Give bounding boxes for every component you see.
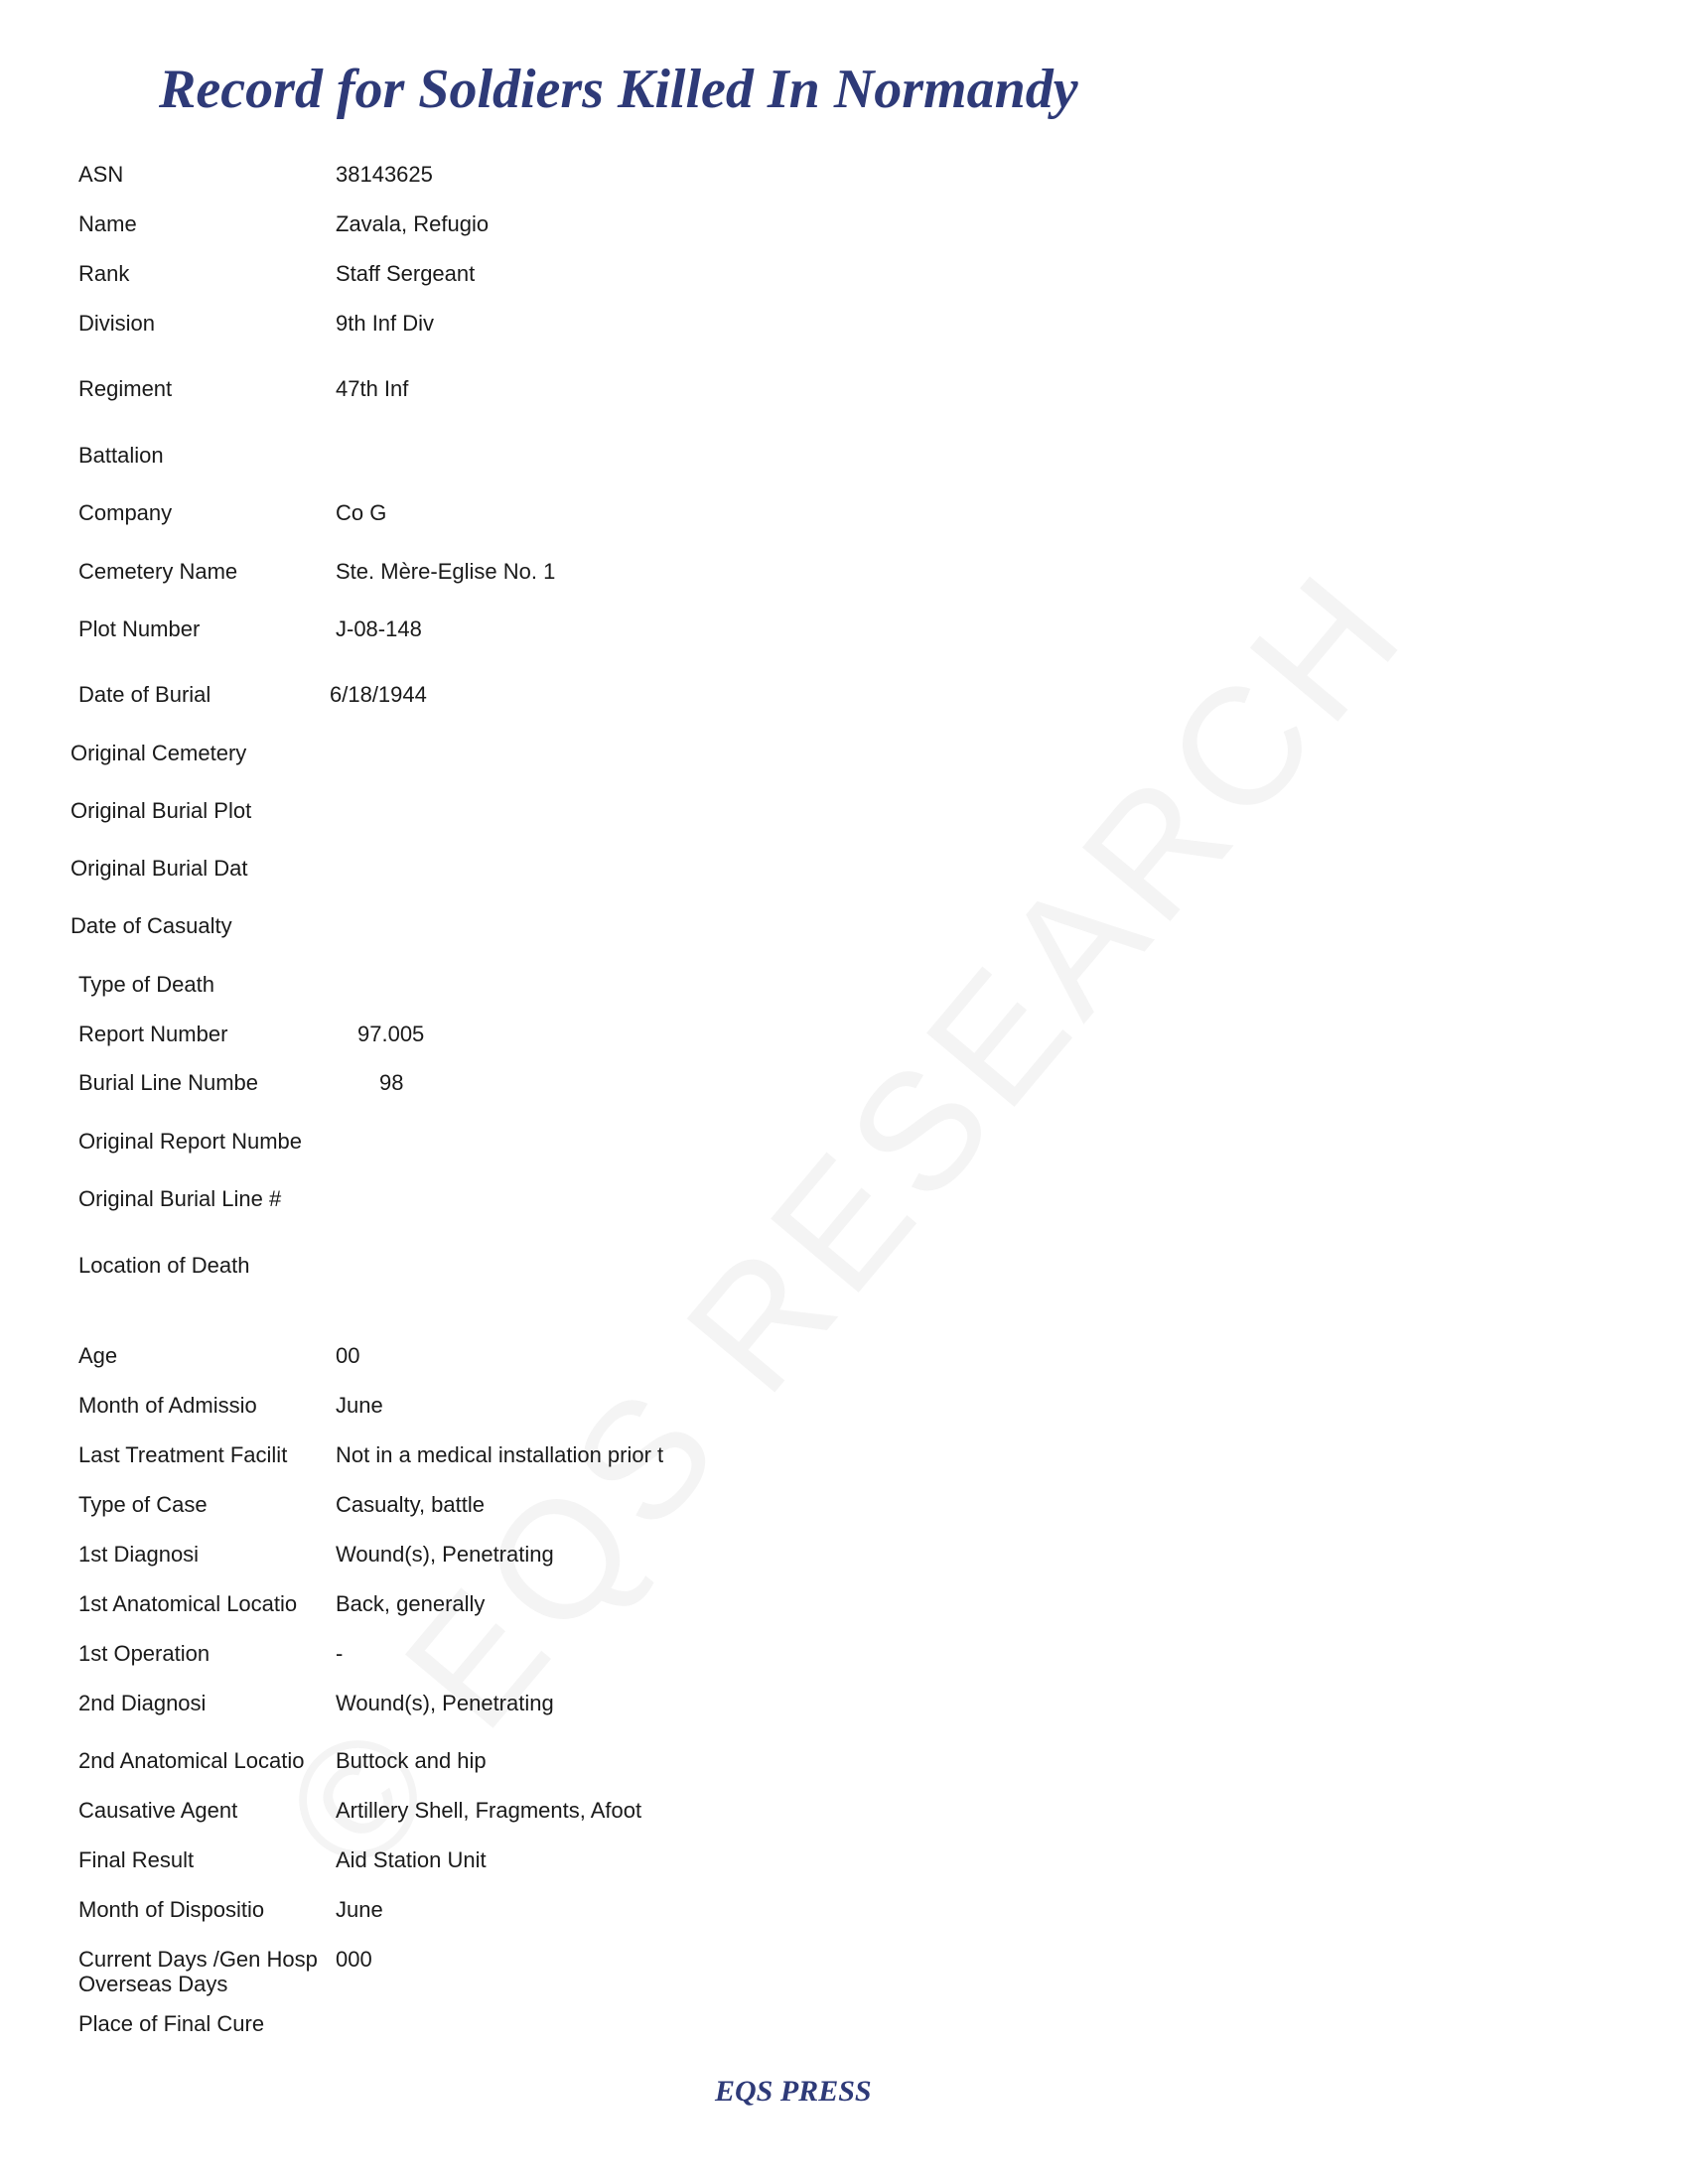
current-days-gen-hosp-label: Current Days /Gen Hosp (78, 1947, 318, 1972)
report-number-value: 97.005 (357, 1022, 425, 1046)
rank-label: Rank (78, 261, 130, 286)
month-of-admission-label: Month of Admissio (78, 1393, 257, 1418)
month-of-disposition-label: Month of Dispositio (78, 1897, 265, 1922)
burial-line-number-value: 98 (379, 1070, 404, 1095)
original-burial-date-label: Original Burial Dat (70, 856, 248, 881)
company-value: Co G (336, 500, 387, 525)
rank-value: Staff Sergeant (336, 261, 476, 286)
type-of-case-value: Casualty, battle (336, 1492, 486, 1517)
last-treatment-facility-value: Not in a medical installation prior t (336, 1442, 664, 1467)
location-of-death-label: Location of Death (78, 1253, 250, 1278)
name-value: Zavala, Refugio (336, 211, 490, 236)
causative-agent-value: Artillery Shell, Fragments, Afoot (336, 1798, 642, 1823)
first-diagnosis-label: 1st Diagnosi (78, 1542, 200, 1567)
date-of-burial-value: 6/18/1944 (330, 682, 427, 707)
burial-line-number-label: Burial Line Numbe (78, 1070, 258, 1095)
first-anatomical-location-label: 1st Anatomical Locatio (78, 1591, 298, 1616)
first-diagnosis-value: Wound(s), Penetrating (336, 1542, 554, 1567)
page-title: Record for Soldiers Killed In Normandy (159, 59, 1078, 120)
age-label: Age (78, 1343, 118, 1368)
overseas-days-label: Overseas Days (78, 1972, 228, 1996)
asn-label: ASN (78, 162, 124, 187)
last-treatment-facility-label: Last Treatment Facilit (78, 1442, 288, 1467)
report-number-label: Report Number (78, 1022, 228, 1046)
name-label: Name (78, 211, 137, 236)
place-of-final-cure-label: Place of Final Cure (78, 2011, 265, 2036)
date-of-casualty-label: Date of Casualty (70, 913, 232, 938)
cemetery-name-label: Cemetery Name (78, 559, 238, 584)
cemetery-name-value: Ste. Mère-Eglise No. 1 (336, 559, 556, 584)
original-burial-plot-label: Original Burial Plot (70, 798, 252, 823)
final-result-label: Final Result (78, 1847, 195, 1872)
plot-number-value: J-08-148 (336, 616, 422, 641)
second-diagnosis-label: 2nd Diagnosi (78, 1691, 207, 1715)
original-burial-line-label: Original Burial Line # (78, 1186, 282, 1211)
second-anatomical-location-label: 2nd Anatomical Locatio (78, 1748, 305, 1773)
final-result-value: Aid Station Unit (336, 1847, 487, 1872)
first-operation-value: - (336, 1641, 344, 1666)
month-of-admission-value: June (336, 1393, 383, 1418)
type-of-case-label: Type of Case (78, 1492, 208, 1517)
date-of-burial-label: Date of Burial (78, 682, 211, 707)
first-anatomical-location-value: Back, generally (336, 1591, 486, 1616)
first-operation-label: 1st Operation (78, 1641, 211, 1666)
causative-agent-label: Causative Agent (78, 1798, 238, 1823)
company-label: Company (78, 500, 173, 525)
asn-value: 38143625 (336, 162, 433, 187)
second-diagnosis-value: Wound(s), Penetrating (336, 1691, 554, 1715)
division-label: Division (78, 311, 156, 336)
age-value: 00 (336, 1343, 360, 1368)
original-report-number-label: Original Report Numbe (78, 1129, 302, 1154)
regiment-label: Regiment (78, 376, 173, 401)
division-value: 9th Inf Div (336, 311, 435, 336)
battalion-label: Battalion (78, 443, 164, 468)
type-of-death-label: Type of Death (78, 972, 214, 997)
plot-number-label: Plot Number (78, 616, 201, 641)
regiment-value: 47th Inf (336, 376, 409, 401)
current-days-gen-hosp-value: 000 (336, 1947, 372, 1972)
original-cemetery-label: Original Cemetery (70, 741, 247, 765)
month-of-disposition-value: June (336, 1897, 383, 1922)
publisher-footer: EQS PRESS (715, 2075, 872, 2108)
second-anatomical-location-value: Buttock and hip (336, 1748, 487, 1773)
